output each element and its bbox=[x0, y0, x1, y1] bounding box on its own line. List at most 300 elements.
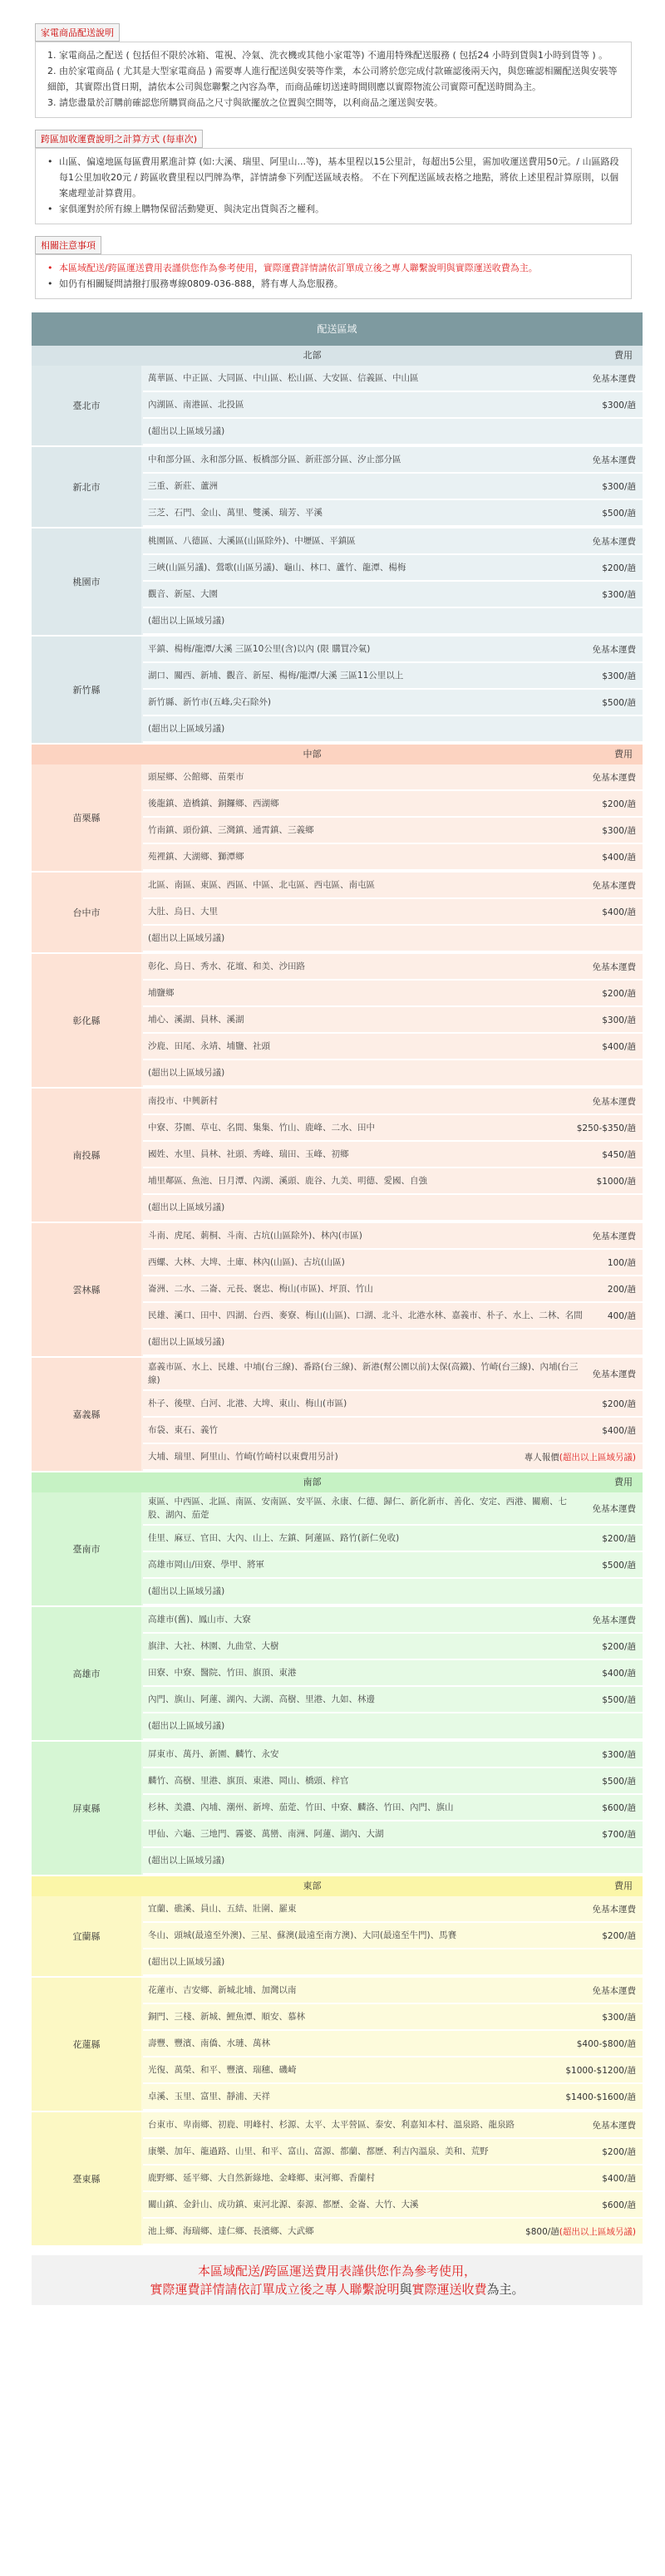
fee-row bbox=[143, 1848, 643, 1875]
area-cell: 朴子、後壁、白河、北港、大埤、東山、梅山(市區) bbox=[148, 1399, 347, 1408]
area-cell: 冬山、頭城(最遠至外澳)、三星、蘇澳(最遠至南方澳)、大同(最遠至牛門)、馬賽 bbox=[148, 1930, 457, 1940]
area-cell: (超出以上區域另議) bbox=[148, 1586, 225, 1596]
fee-cell bbox=[595, 1559, 643, 1571]
fee-row bbox=[143, 1526, 643, 1552]
fee-cell bbox=[595, 1148, 643, 1161]
fee-row bbox=[143, 1250, 643, 1276]
attention-item-1-text: 本區域配送/跨區運送費用表謹供您作為參考使用，實際運費詳情請依訂單成立後之專人聯繫說明與實際運送收費為主。 bbox=[59, 263, 538, 273]
fee-value: 200/趟 bbox=[607, 1284, 636, 1295]
fee-row bbox=[143, 582, 643, 608]
county-block bbox=[32, 1896, 643, 1978]
area-cell: 三重、新莊、蘆洲 bbox=[148, 481, 218, 491]
fee-value: $300/趟 bbox=[602, 1749, 636, 1760]
area-cell: 東區、中西區、北區、南區、安南區、安平區、永康、仁德、歸仁、新化新市、善化、安定、西港、關廟、七股、湖內、茄萣 bbox=[148, 1497, 567, 1520]
fee-value: 400/趟 bbox=[607, 1310, 636, 1321]
surcharge-item-2 bbox=[47, 201, 619, 217]
fee-cell bbox=[595, 1694, 643, 1706]
fee-row bbox=[143, 954, 643, 981]
fee-cell bbox=[595, 987, 643, 1000]
region-header bbox=[32, 346, 643, 366]
fee-value: $300/趟 bbox=[602, 2012, 636, 2023]
county-name: 臺南市 bbox=[32, 1492, 141, 1605]
fee-value: $300/趟 bbox=[602, 481, 636, 492]
fee-value: $300/趟 bbox=[602, 589, 636, 600]
fee-row bbox=[143, 2219, 643, 2245]
notes-item-3 bbox=[47, 95, 619, 111]
fee-cell bbox=[595, 588, 643, 601]
fee-cell bbox=[518, 1451, 643, 1463]
fee-row bbox=[143, 1303, 643, 1330]
fee-row bbox=[143, 1089, 643, 1115]
fee-value: $1000-$1200/趟 bbox=[565, 2065, 636, 2076]
fee-value: 免基本運費 bbox=[592, 455, 636, 465]
county-block bbox=[32, 1742, 643, 1876]
fee-cell bbox=[519, 2225, 643, 2238]
area-cell: (超出以上區域另議) bbox=[148, 1957, 225, 1967]
county-block bbox=[32, 1223, 643, 1358]
fee-row bbox=[143, 366, 643, 392]
fee-cell bbox=[595, 1014, 643, 1026]
fee-row bbox=[143, 873, 643, 899]
fee-value: 免基本運費 bbox=[592, 1615, 636, 1625]
fee-value: $200/趟 bbox=[602, 1930, 636, 1941]
fee-row bbox=[143, 2057, 643, 2084]
county-name: 彰化縣 bbox=[32, 954, 141, 1087]
fee-value: $300/趟 bbox=[602, 400, 636, 410]
fee-row bbox=[143, 1742, 643, 1768]
fee-row bbox=[143, 1896, 643, 1923]
fee-value: $400/趟 bbox=[602, 852, 636, 863]
fee-row bbox=[143, 1444, 643, 1471]
fee-row bbox=[143, 1660, 643, 1687]
notes-item-1 bbox=[47, 47, 619, 63]
area-cell: (超出以上區域另議) bbox=[148, 1337, 225, 1347]
fee-value: $1000/趟 bbox=[596, 1176, 636, 1187]
county-block bbox=[32, 1358, 643, 1472]
fee-value: $450/趟 bbox=[602, 1149, 636, 1160]
fee-value: $200/趟 bbox=[602, 563, 636, 573]
fee-cell bbox=[586, 535, 643, 548]
fee-value: 免基本運費 bbox=[592, 1231, 636, 1241]
area-cell: 西螺、大林、大埤、土庫、林內(山區)、古坑(山區) bbox=[148, 1257, 345, 1267]
fee-value: 免基本運費 bbox=[592, 1096, 636, 1107]
region-fee-label: 費用 bbox=[614, 1477, 633, 1487]
fee-value: $200/趟 bbox=[602, 988, 636, 999]
area-cell: 銅門、三棧、新城、鯉魚潭、順安、慕林 bbox=[148, 2012, 305, 2022]
area-cell: 嘉義市區、水上、民雄、中埔(台三線)、番路(台三線)、新港(幫公園以前)太保(高鐵)、竹崎(台三線)、內埔(台三線) bbox=[148, 1362, 579, 1385]
fee-row bbox=[143, 1687, 643, 1713]
area-cell: 三峽(山區另議)、鶯歌(山區另議)、龜山、林口、蘆竹、龍潭、楊梅 bbox=[148, 563, 406, 573]
fee-value: $700/趟 bbox=[602, 1829, 636, 1840]
fee-row bbox=[143, 1552, 643, 1579]
area-cell: 內湖區、南港區、北投區 bbox=[148, 400, 244, 410]
fee-value: $200/趟 bbox=[602, 1399, 636, 1409]
area-cell: (超出以上區域另議) bbox=[148, 1856, 225, 1866]
notes-item-2 bbox=[47, 63, 619, 95]
region-header bbox=[32, 1472, 643, 1492]
county-name: 新竹縣 bbox=[32, 637, 141, 743]
area-cell: 彰化、烏日、秀水、花壇、和美、沙田路 bbox=[148, 961, 305, 971]
page bbox=[0, 0, 665, 299]
fee-cell bbox=[586, 1614, 643, 1626]
fee-cell bbox=[595, 1424, 643, 1437]
county-name: 臺北市 bbox=[32, 366, 141, 445]
area-cell: 斗南、虎尾、莿桐、斗南、古坑(山區除外)、林內(市區) bbox=[148, 1231, 362, 1241]
fee-row bbox=[143, 1276, 643, 1303]
surcharge-title: 跨區加收運費說明之計算方式 (每車次) bbox=[35, 130, 203, 148]
fee-row bbox=[143, 2139, 643, 2166]
county-name: 屏東縣 bbox=[32, 1742, 141, 1875]
county-name: 高雄市 bbox=[32, 1607, 141, 1740]
fee-cell bbox=[595, 480, 643, 493]
area-cell: 北區、南區、東區、西區、中區、北屯區、西屯區、南屯區 bbox=[148, 880, 375, 890]
area-cell: (超出以上區域另議) bbox=[148, 616, 225, 626]
fee-value: $400/趟 bbox=[602, 2173, 636, 2184]
fee-row bbox=[143, 1142, 643, 1168]
fee-row bbox=[143, 2112, 643, 2139]
area-cell: 甲仙、六龜、三地門、霧婆、萬巒、南洲、阿蓮、湖內、大湖 bbox=[148, 1829, 384, 1839]
area-cell: 杉林、美濃、內埔、潮州、新埤、茄萣、竹田、中寮、麟洛、竹田、內門、旗山 bbox=[148, 1802, 454, 1812]
fee-cell bbox=[586, 643, 643, 656]
area-cell: 光復、萬榮、和平、豐濱、瑞穗、磯崎 bbox=[148, 2065, 297, 2075]
fee-row bbox=[143, 1195, 643, 1222]
fee-row bbox=[143, 926, 643, 952]
fee-value: 免基本運費 bbox=[592, 961, 636, 972]
fee-cell bbox=[595, 1398, 643, 1410]
fee-row bbox=[143, 1768, 643, 1795]
area-cell: 觀音、新屋、大園 bbox=[148, 589, 218, 599]
fee-row bbox=[143, 1168, 643, 1195]
fee-value: $1400-$1600/趟 bbox=[565, 2092, 636, 2102]
area-cell: 三芝、石門、金山、萬里、雙溪、瑞芳、平溪 bbox=[148, 508, 323, 518]
fee-cell bbox=[586, 454, 643, 466]
fee-row bbox=[143, 1034, 643, 1060]
fee-row bbox=[143, 1634, 643, 1660]
fee-value: 免基本運費 bbox=[592, 880, 636, 891]
fee-row bbox=[143, 474, 643, 500]
fee-value: 專人報價 bbox=[524, 1452, 559, 1463]
fee-value: $400/趟 bbox=[602, 1668, 636, 1679]
fee-cell bbox=[595, 507, 643, 519]
fee-cell bbox=[595, 824, 643, 837]
attention-item-2-text: 如仍有相關疑問請撥打服務專線0809-036-888，將有專人為您服務。 bbox=[59, 278, 343, 289]
area-cell: 田寮、中寮、醫院、竹田、旗頂、東港 bbox=[148, 1668, 297, 1678]
area-cell: 苑裡鎮、大湖鄉、獅潭鄉 bbox=[148, 852, 244, 862]
area-cell: (超出以上區域另議) bbox=[148, 724, 225, 734]
area-cell: 池上鄉、海瑞鄉、達仁鄉、長濱鄉、大武鄉 bbox=[148, 2226, 314, 2236]
fee-value: $300/趟 bbox=[602, 671, 636, 681]
area-cell: 鹿野鄉、延平鄉、大自然新綠地、金峰鄉、東河鄉、香蘭村 bbox=[148, 2173, 375, 2183]
fee-row bbox=[143, 447, 643, 474]
attention-box bbox=[35, 254, 632, 299]
fee-value: $500/趟 bbox=[602, 508, 636, 519]
fee-row bbox=[143, 1115, 643, 1142]
county-block bbox=[32, 1492, 643, 1607]
county-block bbox=[32, 873, 643, 954]
area-cell: (超出以上區域另議) bbox=[148, 426, 225, 436]
area-cell: 旗津、大社、林園、九曲堂、大樹 bbox=[148, 1641, 279, 1651]
fee-value: $400/趟 bbox=[602, 907, 636, 917]
fee-cell bbox=[559, 2064, 643, 2077]
fee-cell bbox=[586, 1230, 643, 1242]
fee-value: 免基本運費 bbox=[592, 2120, 636, 2131]
footer-line-2d: 為主。 bbox=[486, 2282, 525, 2297]
area-cell: (超出以上區域另議) bbox=[148, 1202, 225, 1212]
fee-value: $500/趟 bbox=[602, 1776, 636, 1787]
fee-cell bbox=[595, 1775, 643, 1787]
bullet-dot: • bbox=[47, 156, 53, 167]
area-cell: 竹南鎮、頭份鎮、三灣鎮、通霄鎮、三義鄉 bbox=[148, 825, 314, 835]
county-name: 南投縣 bbox=[32, 1089, 141, 1222]
area-cell: 埔里鄰區、魚池、日月潭、內湖、溪頭、鹿谷、九美、明德、愛國、自強 bbox=[148, 1176, 427, 1186]
area-cell: 湖口、關西、新埔、觀音、新屋、楊梅/龍潭/大溪 三區11公里以上 bbox=[148, 671, 404, 681]
region-name: 南部 bbox=[303, 1477, 322, 1487]
area-cell: 大肚、烏日、大里 bbox=[148, 907, 218, 917]
notes-item-1-text: 1. 家電商品之配送 ( 包括但不限於冰箱、電視、冷氣、洗衣機或其他小家電等) 不適用特殊配送服務 ( 包括24 小時到貨與1小時到貨等 ) 。 bbox=[47, 50, 608, 61]
fee-value: 免基本運費 bbox=[592, 373, 636, 384]
county-block bbox=[32, 1607, 643, 1742]
region-name: 東部 bbox=[303, 1880, 322, 1891]
fee-cell bbox=[595, 1667, 643, 1679]
surcharge-item-1 bbox=[47, 154, 619, 201]
fee-value: $200/趟 bbox=[602, 2146, 636, 2157]
county-name: 嘉義縣 bbox=[32, 1358, 141, 1471]
fee-cell bbox=[595, 1828, 643, 1841]
fee-value: 免基本運費 bbox=[592, 536, 636, 547]
fee-cell bbox=[595, 1748, 643, 1761]
fee-row bbox=[143, 1330, 643, 1356]
county-block bbox=[32, 528, 643, 637]
area-cell: 中和部分區、永和部分區、板橋部分區、新莊部分區、汐止部分區 bbox=[148, 455, 401, 465]
area-cell: (超出以上區域另議) bbox=[148, 1068, 225, 1078]
table-title: 配送區域 bbox=[32, 312, 643, 346]
fee-row bbox=[143, 2004, 643, 2031]
fee-row bbox=[143, 1391, 643, 1418]
fee-cell bbox=[595, 670, 643, 682]
fee-cell bbox=[570, 1122, 643, 1134]
fee-row bbox=[143, 608, 643, 635]
fee-cell bbox=[586, 1368, 643, 1380]
fee-cell bbox=[601, 1283, 643, 1295]
fee-row bbox=[143, 2166, 643, 2192]
fee-row bbox=[143, 500, 643, 527]
fee-value: $300/趟 bbox=[602, 1015, 636, 1025]
area-cell: 卓溪、玉里、富里、靜浦、天祥 bbox=[148, 2092, 270, 2102]
surcharge-item-1-text: 山區、偏遠地區每區費用累進計算 (如:大溪、瑞里、阿里山...等)，基本里程以15公里計，每超出5公里，需加收運送費用50元。/ 山區路段每1公里加收20元 / 跨區收費里程以門牌為準，詳情請參下列配送區域表格。 不在下列配送區域表格之地點，將依上述里程計算原則，以個案處理並計算費用。 bbox=[59, 156, 619, 199]
fee-row bbox=[143, 1607, 643, 1634]
area-cell: 桃園區、八德區、大溪區(山區除外)、中壢區、平鎮區 bbox=[148, 536, 356, 546]
area-cell: 埔鹽鄉 bbox=[148, 988, 175, 998]
fee-value: 免基本運費 bbox=[592, 1904, 636, 1915]
footer-line-2b: 與 bbox=[399, 2282, 412, 2297]
county-name: 花蓮縣 bbox=[32, 1978, 141, 2111]
fee-value: $200/趟 bbox=[602, 799, 636, 809]
county-block bbox=[32, 366, 643, 447]
fee-cell bbox=[586, 771, 643, 784]
county-name: 宜蘭縣 bbox=[32, 1896, 141, 1976]
bullet-dot: • bbox=[47, 278, 53, 289]
area-cell: 頭屋鄉、公館鄉、苗栗市 bbox=[148, 772, 244, 782]
fee-value: $800/趟 bbox=[525, 2226, 559, 2237]
county-name: 苗栗縣 bbox=[32, 764, 141, 871]
area-cell: 花蓮市、吉安鄉、新城北埔、加灣以南 bbox=[148, 1985, 297, 1995]
fee-value: $600/趟 bbox=[602, 1802, 636, 1813]
region-fee-label: 費用 bbox=[614, 350, 633, 361]
footer-line-2 bbox=[32, 2280, 643, 2298]
county-block bbox=[32, 1089, 643, 1223]
area-cell: 沙鹿、田尾、永靖、埔鹽、社頭 bbox=[148, 1041, 270, 1051]
fee-value: 免基本運費 bbox=[592, 1985, 636, 1996]
fee-cell bbox=[595, 2011, 643, 2023]
fee-value: $400/趟 bbox=[602, 1425, 636, 1436]
fee-row bbox=[143, 1579, 643, 1605]
footer-line-2a: 實際運費詳情請依訂單成立後之專人聯繫說明 bbox=[150, 2282, 400, 2297]
county-name: 新北市 bbox=[32, 447, 141, 527]
area-cell: 屏東市、萬丹、新園、麟竹、永安 bbox=[148, 1749, 279, 1759]
fee-cell bbox=[586, 2119, 643, 2131]
attention-item-1 bbox=[47, 260, 619, 276]
fee-value: $400/趟 bbox=[602, 1041, 636, 1052]
region-header bbox=[32, 745, 643, 764]
fee-cell bbox=[601, 1310, 643, 1322]
fee-value: $500/趟 bbox=[602, 697, 636, 708]
region-name: 中部 bbox=[303, 749, 322, 760]
area-cell: 麟竹、高樹、里港、旗頂、東港、岡山、橋頭、梓官 bbox=[148, 1776, 349, 1786]
fee-value: 免基本運費 bbox=[592, 772, 636, 783]
fee-cell bbox=[595, 2199, 643, 2211]
area-cell: 南投市、中興新村 bbox=[148, 1096, 218, 1106]
fee-cell bbox=[595, 696, 643, 709]
area-cell: 後龍鎮、造橋鎮、銅鑼鄉、西湖鄉 bbox=[148, 799, 279, 809]
area-cell: 高雄市(舊)、鳳山市、大寮 bbox=[148, 1615, 251, 1625]
bullet-dot: • bbox=[47, 204, 53, 214]
fee-row bbox=[143, 1492, 643, 1526]
fee-note: (超出以上區域另議) bbox=[559, 2226, 636, 2237]
county-name: 臺東縣 bbox=[32, 2112, 141, 2245]
surcharge-box bbox=[35, 148, 632, 224]
area-cell: 平鎮、楊梅/龍潭/大溪 三區10公里(含)以內 (限 購買冷氣) bbox=[148, 644, 371, 654]
fee-cell bbox=[590, 1175, 643, 1187]
fee-cell bbox=[586, 1984, 643, 1997]
area-cell: 民雄、溪口、田中、四湖、台西、麥寮、梅山(山區)、口湖、北斗、北港水林、嘉義市、朴子、水上、二林、名間 bbox=[148, 1310, 583, 1320]
fee-row bbox=[143, 555, 643, 582]
fee-row bbox=[143, 791, 643, 818]
fee-value: $250-$350/趟 bbox=[576, 1123, 636, 1133]
fee-cell bbox=[595, 851, 643, 863]
county-block bbox=[32, 637, 643, 745]
fee-cell bbox=[595, 1930, 643, 1942]
fee-row bbox=[143, 1358, 643, 1391]
county-block bbox=[32, 2112, 643, 2247]
surcharge-item-2-text: 家俱運對於所有線上購物保留活動變更、與決定出貨與否之權利。 bbox=[59, 204, 324, 214]
fee-value: $500/趟 bbox=[602, 1560, 636, 1571]
county-block bbox=[32, 1978, 643, 2112]
fee-cell bbox=[595, 906, 643, 918]
fee-value: $500/趟 bbox=[602, 1694, 636, 1705]
area-cell: 佳里、麻豆、官田、大內、山上、左鎮、阿蓮區、路竹(新仁免收) bbox=[148, 1533, 400, 1543]
area-cell: 台東市、卑南鄉、初鹿、明峰村、杉源、太平、太平營區、泰安、利嘉知本村、溫泉路、龍泉路 bbox=[148, 2120, 515, 2130]
region-name: 北部 bbox=[303, 350, 322, 361]
area-cell: 關山鎮、金針山、成功鎮、東河北源、泰源、都歷、金崙、大竹、大溪 bbox=[148, 2200, 419, 2210]
fee-row bbox=[143, 1007, 643, 1034]
fee-row bbox=[143, 1949, 643, 1976]
fee-cell bbox=[601, 1256, 643, 1269]
area-cell: 壽豐、豐濱、南僑、水璉、萬林 bbox=[148, 2038, 270, 2048]
fee-row bbox=[143, 690, 643, 716]
region-fee-label: 費用 bbox=[614, 749, 633, 760]
fee-row bbox=[143, 716, 643, 743]
fee-cell bbox=[595, 2146, 643, 2158]
bullet-dot: • bbox=[47, 263, 53, 273]
area-cell: 宜蘭、礁溪、員山、五結、壯圍、羅東 bbox=[148, 1904, 297, 1914]
area-cell: 崙洲、二水、二崙、元長、褒忠、梅山(市區)、坪頂、竹山 bbox=[148, 1284, 373, 1294]
fee-value: 免基本運費 bbox=[592, 1369, 636, 1379]
area-cell: (超出以上區域另議) bbox=[148, 933, 225, 943]
area-cell: 布袋、東石、義竹 bbox=[148, 1425, 218, 1435]
fee-row bbox=[143, 2031, 643, 2057]
county-name: 台中市 bbox=[32, 873, 141, 952]
notes-item-2-text: 2. 由於家電商品 ( 尤其是大型家電商品 ) 需要專人進行配送與安裝等作業，本公司將於您完成付款確認後兩天內，與您確認相關配送與安裝等細節，其實際出貨日期，請依本公司與您聯繫之內容為準，而商品確切送達時間則應以實際物流公司實際可配送時間為主。 bbox=[47, 66, 618, 92]
attention-item-2 bbox=[47, 276, 619, 292]
area-cell: 大埔、瑞里、阿里山、竹崎(竹崎村以東費用另計) bbox=[148, 1452, 338, 1462]
fee-row bbox=[143, 1418, 643, 1444]
fee-row bbox=[143, 981, 643, 1007]
fee-cell bbox=[586, 961, 643, 973]
area-cell: (超出以上區域另議) bbox=[148, 1721, 225, 1731]
fee-value: $600/趟 bbox=[602, 2200, 636, 2210]
fee-cell bbox=[595, 1640, 643, 1653]
footer-notice bbox=[32, 2255, 643, 2305]
fee-row bbox=[143, 1795, 643, 1821]
area-cell: 高雄市岡山/田寮、學甲、將軍 bbox=[148, 1560, 265, 1570]
fee-row bbox=[143, 1923, 643, 1949]
county-name: 桃園市 bbox=[32, 528, 141, 635]
fee-value: 100/趟 bbox=[607, 1257, 636, 1268]
fee-row bbox=[143, 419, 643, 445]
fee-row bbox=[143, 899, 643, 926]
fee-row bbox=[143, 1978, 643, 2004]
region-header bbox=[32, 1876, 643, 1896]
region-fee-label: 費用 bbox=[614, 1880, 633, 1891]
fee-cell bbox=[559, 2091, 643, 2103]
fee-cell bbox=[595, 1532, 643, 1545]
fee-row bbox=[143, 818, 643, 844]
county-block bbox=[32, 447, 643, 528]
notes-item-3-text: 3. 請您盡量於訂購前確認您所購買商品之尺寸與欲擺放之位置與空間等，以利商品之運送與安裝。 bbox=[47, 97, 443, 108]
fee-cell bbox=[595, 798, 643, 810]
fee-cell bbox=[595, 2172, 643, 2185]
notes-box bbox=[35, 42, 632, 118]
notes-title: 家電商品配送說明 bbox=[35, 23, 120, 42]
area-cell: 埔心、溪湖、員林、溪湖 bbox=[148, 1015, 244, 1025]
area-cell: 國姓、水里、員林、社頭、秀峰、瑞田、玉峰、初鄉 bbox=[148, 1149, 349, 1159]
fee-row bbox=[143, 2192, 643, 2219]
area-cell: 中寮、芬園、草屯、名間、集集、竹山、鹿峰、二水、田中 bbox=[148, 1123, 375, 1133]
fee-cell bbox=[586, 1095, 643, 1108]
area-cell: 萬華區、中正區、大同區、中山區、松山區、大安區、信義區、中山區 bbox=[148, 373, 419, 383]
fee-row bbox=[143, 528, 643, 555]
fee-cell bbox=[586, 1903, 643, 1915]
fee-value: $300/趟 bbox=[602, 825, 636, 836]
fee-row bbox=[143, 1713, 643, 1740]
area-cell: 內門、旗山、阿蓮、湖內、大湖、高樹、里港、九如、林邊 bbox=[148, 1694, 375, 1704]
fee-cell bbox=[586, 1502, 643, 1515]
fee-row bbox=[143, 844, 643, 871]
county-block bbox=[32, 764, 643, 873]
fee-cell bbox=[595, 1802, 643, 1814]
attention-title: 相關注意事項 bbox=[35, 236, 101, 254]
area-cell: 新竹縣、新竹市(五峰,尖石除外) bbox=[148, 697, 272, 707]
